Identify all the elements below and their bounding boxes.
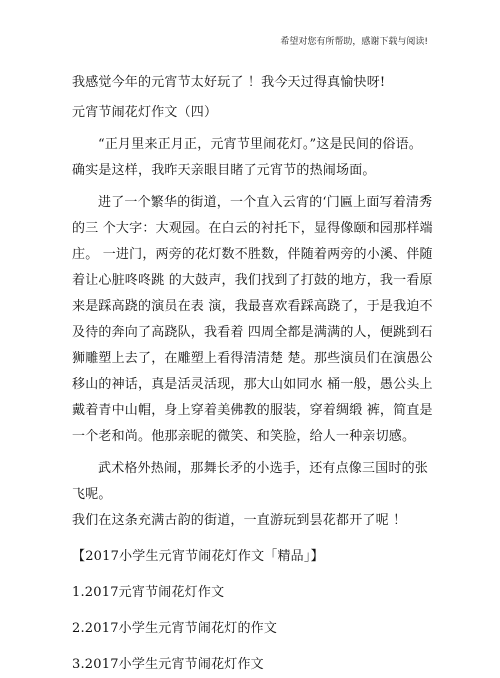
paragraph-street-scene: 进了一个繁华的街道，一个直入云宵的‘门匾上面写着清秀的三 个大字：大观园。在白云的衬托下，显得像颐和园那样端庄。 一进门，两旁的花灯数不胜数，伴随着两旁的小溪、伴随着让心脏咚咚跳 的大鼓声，我们找到了打鼓的地方，我一看原来是踩高跷的演员在表 演，我最喜欢看踩高跷了，于是我迫不及待的奔向了高跷队，我看着 四周全都是满满的人，便跳到石狮雕塑上去了，在雕塑上看得清清楚 楚。那些演员们在演愚公移山的神话，真是活灵活现，那大山如同水 桶一般，愚公头上戴着青中山帽，身上穿着美佛教的服装，穿着绸缎 裤，简直是一个老和尚。他那亲昵的微笑、和笑脸，给人一种亲切感。 [72,195,433,444]
list-item[interactable]: 2.2017小学生元宵节闹花灯的作文 [72,621,278,636]
paragraph-folk-saying: “正月里来正月正，元宵节里闹花灯。”这是民间的俗语。确实是这样，我昨天亲眼目睹了元宵节的热闹场面。 [72,137,422,178]
list-item[interactable]: 1.2017元宵节闹花灯作文 [72,585,225,600]
section-title: 元宵节闹花灯作文（四） [72,105,218,120]
list-heading: 【2017小学生元宵节闹花灯作文「精品」】 [72,549,324,564]
paragraph-intro: 我感觉今年的元宵节太好玩了 ！我今天过得真愉快呀! [72,75,386,90]
header-note: 希望对您有所帮助，感谢下载与阅读! [280,37,428,47]
paragraph-conclusion: 我们在这条充满古韵的街道，一直游玩到昙花都开了呢 ！ [72,513,407,528]
document-body [72,70,434,678]
list-item[interactable]: 3.2017小学生元宵节闹花灯作文 [72,657,264,672]
paragraph-martial-arts: 武术格外热闹，那舞长矛的小选手，还有点像三国时的张飞呢。 [72,461,429,502]
